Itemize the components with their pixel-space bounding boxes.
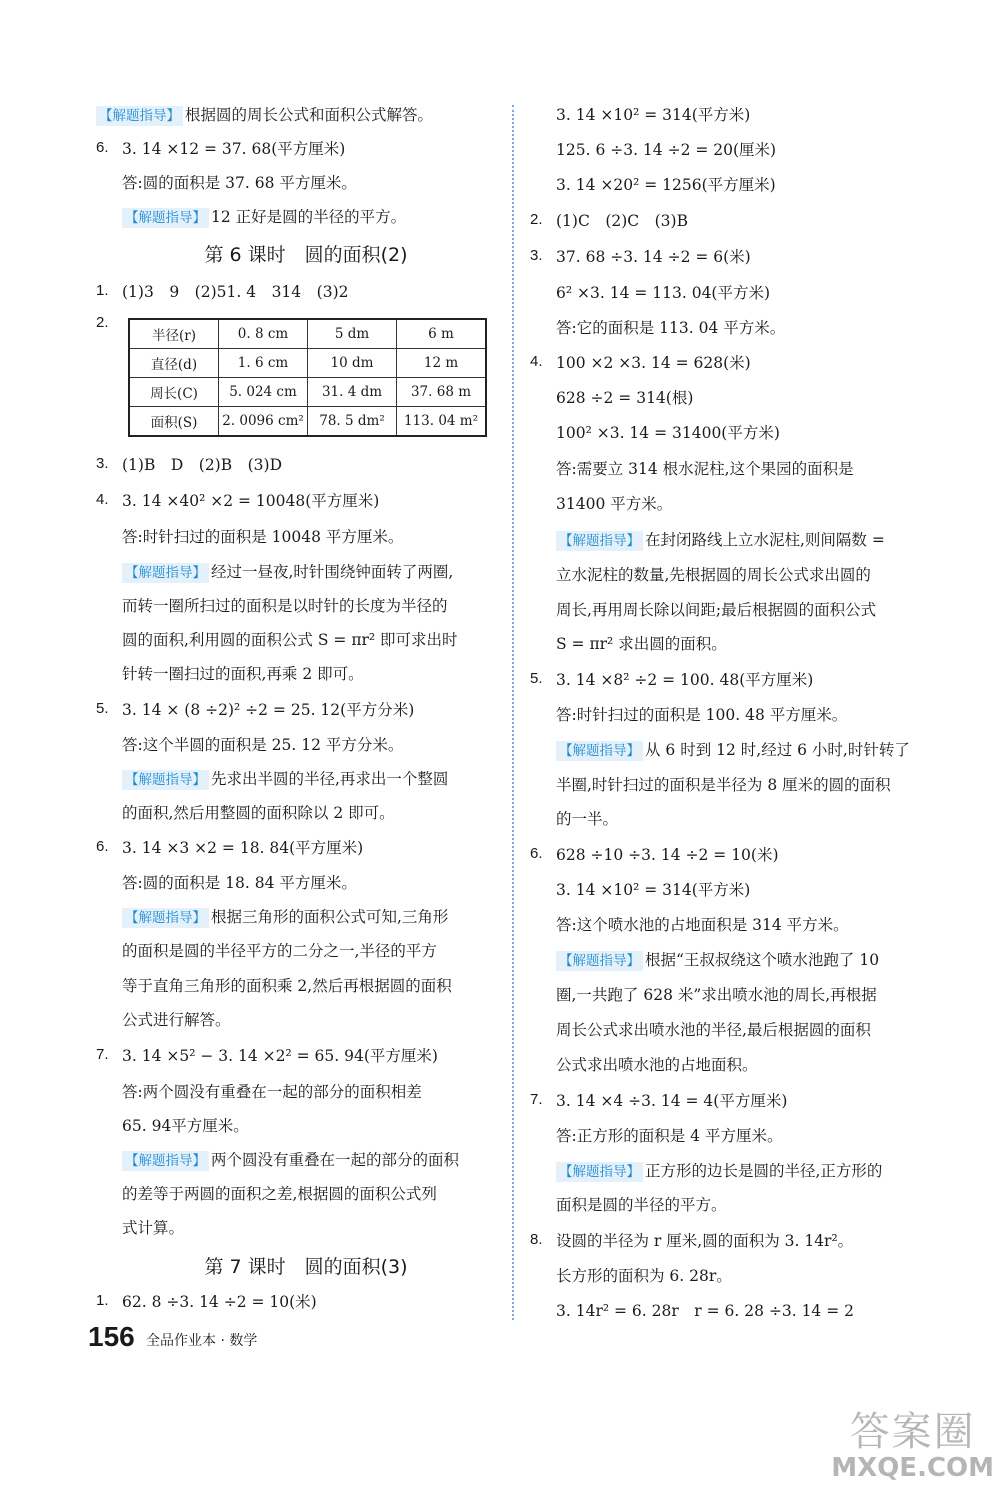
question-number: 7. (96, 1046, 109, 1063)
answer-line: 答:圆的面积是 18. 84 平方厘米。 (122, 874, 357, 892)
question-number: 3. (96, 455, 109, 472)
guidance-line: 【解题指导】 根据圆的周长公式和面积公式解答。 (96, 105, 433, 126)
guidance-line: 式计算。 (122, 1219, 185, 1237)
answer-line: 3. 14 ×12 = 37. 68(平方厘米) (122, 140, 346, 158)
question-number: 2. (96, 314, 109, 331)
question-number: 1. (96, 1292, 109, 1309)
table-cell: 113. 04 m² (397, 407, 487, 437)
table-cell: 37. 68 m (397, 378, 487, 407)
table-cell: 0. 8 cm (219, 319, 308, 349)
answer-line: 3. 14 ×10² = 314(平方米) (556, 106, 751, 124)
guidance-tag: 【解题指导】 (122, 208, 209, 228)
table-cell: 6 m (397, 319, 487, 349)
question-number: 1. (96, 282, 109, 299)
table-row (129, 349, 486, 378)
question-number: 7. (530, 1091, 543, 1108)
answer-line: 628 ÷2 = 314(根) (556, 389, 694, 407)
answer-line: 答:两个圆没有重叠在一起的部分的面积相差 (122, 1083, 422, 1101)
answer-line: 3. 14 ×20² = 1256(平方厘米) (556, 176, 776, 194)
guidance-line: 而转一圈所扫过的面积是以时针的长度为半径的 (122, 597, 448, 615)
answer-line: 100 ×2 ×3. 14 = 628(米) (556, 354, 751, 372)
guidance-tag: 【解题指导】 (122, 1151, 209, 1171)
guidance-line: 【解题指导】 在封闭路线上立水泥柱,则间隔数 = (530, 530, 885, 551)
table-cell: 5. 024 cm (219, 378, 308, 407)
question-number: 6. (96, 139, 109, 156)
guidance-line: 针转一圈扫过的面积,再乘 2 即可。 (122, 665, 364, 683)
answer-line: 设圆的半径为 r 厘米,圆的面积为 3. 14r²。 (556, 1232, 854, 1250)
answer-line: 3. 14 ×5² − 3. 14 ×2² = 65. 94(平方厘米) (122, 1047, 438, 1065)
guidance-line: 半圈,时针扫过的面积是半径为 8 厘米的圆的面积 (556, 776, 891, 794)
guidance-tag: 【解题指导】 (122, 908, 209, 928)
answer-line: 答:这个半圆的面积是 25. 12 平方分米。 (122, 736, 404, 754)
guidance-tag: 【解题指导】 (556, 531, 643, 551)
guidance-tag: 【解题指导】 (556, 951, 643, 971)
table-row (129, 378, 486, 407)
answer-line: 3. 14r² = 6. 28r r = 6. 28 ÷3. 14 = 2 (556, 1302, 854, 1320)
table-cell: 直径(d) (129, 349, 219, 378)
circle-table (128, 318, 487, 437)
guidance-line: 的面积,然后用整圆的面积除以 2 即可。 (122, 804, 395, 822)
guidance-line: 面积是圆的半径的平方。 (556, 1196, 727, 1214)
answer-line: 答:时针扫过的面积是 10048 平方厘米。 (122, 528, 404, 546)
guidance-line: 【解题指导】 两个圆没有重叠在一起的部分的面积 (96, 1150, 459, 1171)
guidance-line: 【解题指导】 根据三角形的面积公式可知,三角形 (96, 907, 448, 928)
guidance-tag: 【解题指导】 (122, 563, 209, 583)
answer-line: 答:圆的面积是 37. 68 平方厘米。 (122, 174, 357, 192)
question-number: 6. (96, 838, 109, 855)
answer-line: 6² ×3. 14 = 113. 04(平方米) (556, 284, 771, 302)
table-row (129, 407, 486, 437)
table-cell: 半径(r) (129, 319, 219, 349)
answer-line: 100² ×3. 14 = 31400(平方米) (556, 424, 780, 442)
guidance-line: 【解题指导】 根据“王叔叔绕这个喷水池跑了 10 (530, 950, 879, 971)
guidance-tag: 【解题指导】 (122, 770, 209, 790)
question-number: 6. (530, 845, 543, 862)
guidance-line: 【解题指导】 正方形的边长是圆的半径,正方形的 (530, 1161, 882, 1182)
table-cell: 1. 6 cm (219, 349, 308, 378)
guidance-line: 周长,再用周长除以间距;最后根据圆的面积公式 (556, 601, 877, 619)
question-number: 8. (530, 1231, 543, 1248)
table-cell: 2. 0096 cm² (219, 407, 308, 437)
table-cell: 31. 4 dm (308, 378, 397, 407)
guidance-line: 立水泥柱的数量,先根据圆的周长公式求出圆的 (556, 566, 871, 584)
answer-line: 3. 14 ×3 ×2 = 18. 84(平方厘米) (122, 839, 364, 857)
question-number: 4. (96, 491, 109, 508)
answer-line: 628 ÷10 ÷3. 14 ÷2 = 10(米) (556, 846, 779, 864)
guidance-tag: 【解题指导】 (556, 741, 643, 761)
watermark-text: 答案圈 (849, 1409, 976, 1456)
answer-line: 62. 8 ÷3. 14 ÷2 = 10(米) (122, 1293, 317, 1311)
page-number: 156 (88, 1321, 135, 1352)
guidance-line: 公式求出喷水池的占地面积。 (556, 1056, 758, 1074)
lesson-heading: 第 6 课时 圆的面积(2) (204, 244, 408, 266)
table-cell: 面积(S) (129, 407, 219, 437)
column-divider (512, 105, 514, 1320)
guidance-line: 【解题指导】 从 6 时到 12 时,经过 6 小时,时针转了 (530, 740, 910, 761)
table-cell: 12 m (397, 349, 487, 378)
table-cell: 周长(C) (129, 378, 219, 407)
table-cell: 5 dm (308, 319, 397, 349)
answer-line: (1)B D (2)B (3)D (122, 456, 283, 474)
question-number: 3. (530, 247, 543, 264)
answer-line: 长方形的面积为 6. 28r。 (556, 1267, 732, 1285)
answer-line: 3. 14 ×4 ÷3. 14 = 4(平方厘米) (556, 1092, 788, 1110)
lesson-heading: 第 7 课时 圆的面积(3) (204, 1256, 408, 1278)
answer-line: 3. 14 ×40² ×2 = 10048(平方厘米) (122, 492, 380, 510)
answer-line: 答:正方形的面积是 4 平方厘米。 (556, 1127, 783, 1145)
book-title: 全品作业本 · 数学 (146, 1333, 258, 1349)
answer-line: 3. 14 × (8 ÷2)² ÷2 = 25. 12(平方分米) (122, 701, 415, 719)
question-number: 2. (530, 211, 543, 228)
answer-line: 答:它的面积是 113. 04 平方米。 (556, 319, 786, 337)
watermark (831, 1410, 994, 1483)
answer-line: 31400 平方米。 (556, 495, 673, 513)
table-cell: 10 dm (308, 349, 397, 378)
guidance-line: 【解题指导】 经过一昼夜,时针围绕钟面转了两圈, (96, 562, 453, 583)
guidance-line: 周长公式求出喷水池的半径,最后根据圆的面积 (556, 1021, 871, 1039)
guidance-line: 【解题指导】 先求出半圆的半径,再求出一个整圆 (96, 769, 448, 790)
answer-line: (1)C (2)C (3)B (556, 212, 688, 230)
guidance-line: 圈,一共跑了 628 米”求出喷水池的周长,再根据 (556, 986, 877, 1004)
guidance-line: 的面积是圆的半径平方的二分之一,半径的平方 (122, 942, 437, 960)
guidance-line: 的一半。 (556, 810, 619, 828)
guidance-line: 公式进行解答。 (122, 1011, 231, 1029)
guidance-line: 【解题指导】 12 正好是圆的半径的平方。 (96, 207, 406, 228)
guidance-tag: 【解题指导】 (556, 1162, 643, 1182)
answer-line: (1)3 9 (2)51. 4 314 (3)2 (122, 283, 349, 301)
guidance-line: 圆的面积,利用圆的面积公式 S = πr² 即可求出时 (122, 631, 458, 649)
answer-line: 37. 68 ÷3. 14 ÷2 = 6(米) (556, 248, 751, 266)
watermark-url: MXQE.COM (831, 1453, 994, 1484)
answer-line: 3. 14 ×8² ÷2 = 100. 48(平方厘米) (556, 671, 814, 689)
answer-line: 答:这个喷水池的占地面积是 314 平方米。 (556, 916, 849, 934)
answer-line: 65. 94平方厘米。 (122, 1117, 249, 1135)
answer-line: 答:时针扫过的面积是 100. 48 平方厘米。 (556, 706, 848, 724)
question-number: 5. (96, 700, 109, 717)
question-number: 4. (530, 353, 543, 370)
answer-line: 3. 14 ×10² = 314(平方米) (556, 881, 751, 899)
table-cell: 78. 5 dm² (308, 407, 397, 437)
guidance-line: 的差等于两圆的面积之差,根据圆的面积公式列 (122, 1185, 437, 1203)
question-number: 5. (530, 670, 543, 687)
guidance-line: S = πr² 求出圆的面积。 (556, 635, 727, 653)
guidance-line: 等于直角三角形的面积乘 2,然后再根据圆的面积 (122, 977, 452, 995)
guidance-tag: 【解题指导】 (96, 106, 183, 126)
answer-line: 答:需要立 314 根水泥柱,这个果园的面积是 (556, 460, 854, 478)
answer-line: 125. 6 ÷3. 14 ÷2 = 20(厘米) (556, 141, 777, 159)
table-row (129, 319, 486, 349)
